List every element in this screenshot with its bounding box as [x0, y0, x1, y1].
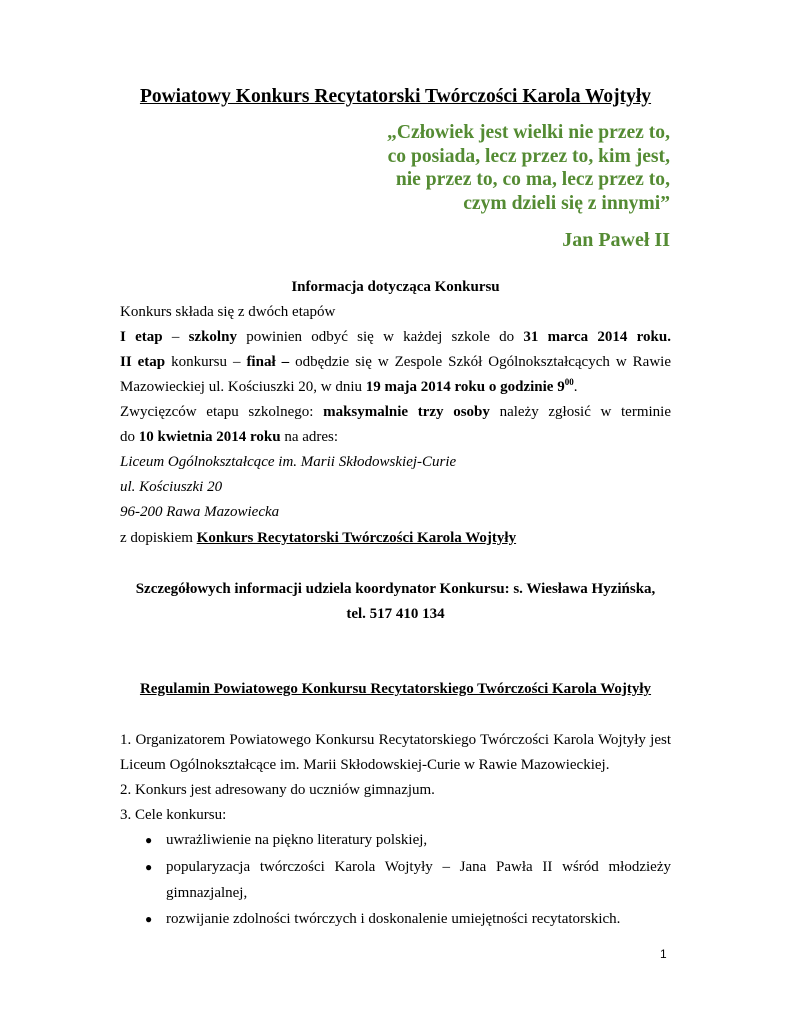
quote-line: co posiada, lecz przez to, kim jest,	[387, 145, 670, 167]
document-title: Powiatowy Konkurs Recytatorski Twórczości Karola Wojtyły	[139, 86, 652, 107]
stage1-date: 31 marca 2014 roku.	[523, 329, 671, 345]
note-title: Konkurs Recytatorski Twórczości Karola Wojtyły	[196, 530, 517, 546]
bullet-icon: ●	[145, 833, 153, 847]
stage2-location: Mazowieckiej ul. Kościuszki 20, w dniu	[120, 379, 366, 395]
rules-heading: Regulamin Powiatowego Konkursu Recytatorskiego Twórczości Karola Wojtyły	[139, 681, 652, 697]
info-heading: Informacja dotycząca Konkursu	[291, 279, 500, 295]
winners-line2-prefix: do	[120, 429, 139, 445]
stage2-date: 19 maja 2014 roku o godzinie 9	[365, 379, 565, 395]
quote-author: Jan Paweł II	[562, 229, 670, 251]
stage2-type: finał –	[246, 354, 290, 370]
rules-item-1-cont: Liceum Ogólnokształcące im. Marii Skłodowskiej-Curie w Rawie Mazowieckiej.	[120, 757, 610, 773]
coordinator-line: Szczegółowych informacji udziela koordynator Konkursu: s. Wiesława Hyzińska,	[135, 581, 656, 597]
stage1-text: powinien odbyć się w każdej szkole do	[236, 329, 524, 345]
quote-line: „Człowiek jest wielki nie przez to,	[387, 122, 670, 143]
info-intro: Konkurs składa się z dwóch etapów	[120, 304, 336, 320]
winners-text1: Zwycięzców etapu szkolnego:	[120, 404, 324, 420]
stage1-line	[120, 329, 671, 346]
address-line: Liceum Ogólnokształcące im. Marii Skłodowskiej-Curie	[120, 454, 457, 470]
rules-item-1: 1. Organizatorem Powiatowego Konkursu Recytatorskiego Twórczości Karola Wojtyły jest	[120, 732, 671, 748]
stage1-dash: –	[162, 329, 189, 345]
note-line	[120, 530, 671, 547]
address-line: ul. Kościuszki 20	[120, 479, 223, 495]
quote-line: czym dzieli się z innymi”	[463, 192, 670, 214]
quote-block	[387, 121, 670, 253]
quote-line: nie przez to, co ma, lecz przez to,	[395, 169, 670, 190]
stage2-line2	[120, 379, 671, 396]
coordinator-phone: tel. 517 410 134	[346, 606, 445, 622]
winners-text2: należy zgłosić w terminie	[489, 404, 671, 420]
bullet-icon: ●	[145, 860, 153, 874]
stage2-text1: konkursu –	[165, 354, 247, 370]
winners-line2	[120, 429, 671, 446]
note-prefix: z dopiskiem	[120, 530, 197, 546]
rules-item-3: 3. Cele konkursu:	[120, 807, 227, 823]
winners-line2-suffix: na adres:	[280, 429, 339, 445]
stage1-label: I etap	[120, 329, 163, 345]
stage2-label: II etap	[120, 354, 166, 370]
goal-item-cont: gimnazjalnej,	[166, 885, 248, 901]
rules-item-2: 2. Konkurs jest adresowany do uczniów gimnazjum.	[120, 782, 435, 798]
goal-item: rozwijanie zdolności twórczych i doskonalenie umiejętności recytatorskich.	[166, 911, 621, 927]
winners-line	[120, 404, 671, 421]
winners-count: maksymalnie trzy osoby	[323, 404, 490, 420]
goal-item: popularyzacja twórczości Karola Wojtyły – Jana Pawła II wśród młodzieży	[166, 859, 671, 875]
stage2-text2: odbędzie się w Zespole Szkół Ogólnokształcących w Rawie	[289, 354, 671, 370]
stage1-type: szkolny	[188, 329, 237, 345]
bullet-icon: ●	[145, 912, 153, 926]
goal-item: uwrażliwienie na piękno literatury polskiej,	[166, 832, 428, 848]
stage2-end: .	[573, 379, 578, 395]
page-number: 1	[660, 947, 667, 961]
address-line: 96-200 Rawa Mazowiecka	[120, 504, 280, 520]
stage2-line	[120, 354, 671, 371]
stage2-time-sup: 00	[564, 377, 574, 387]
winners-deadline: 10 kwietnia 2014 roku	[138, 429, 281, 445]
